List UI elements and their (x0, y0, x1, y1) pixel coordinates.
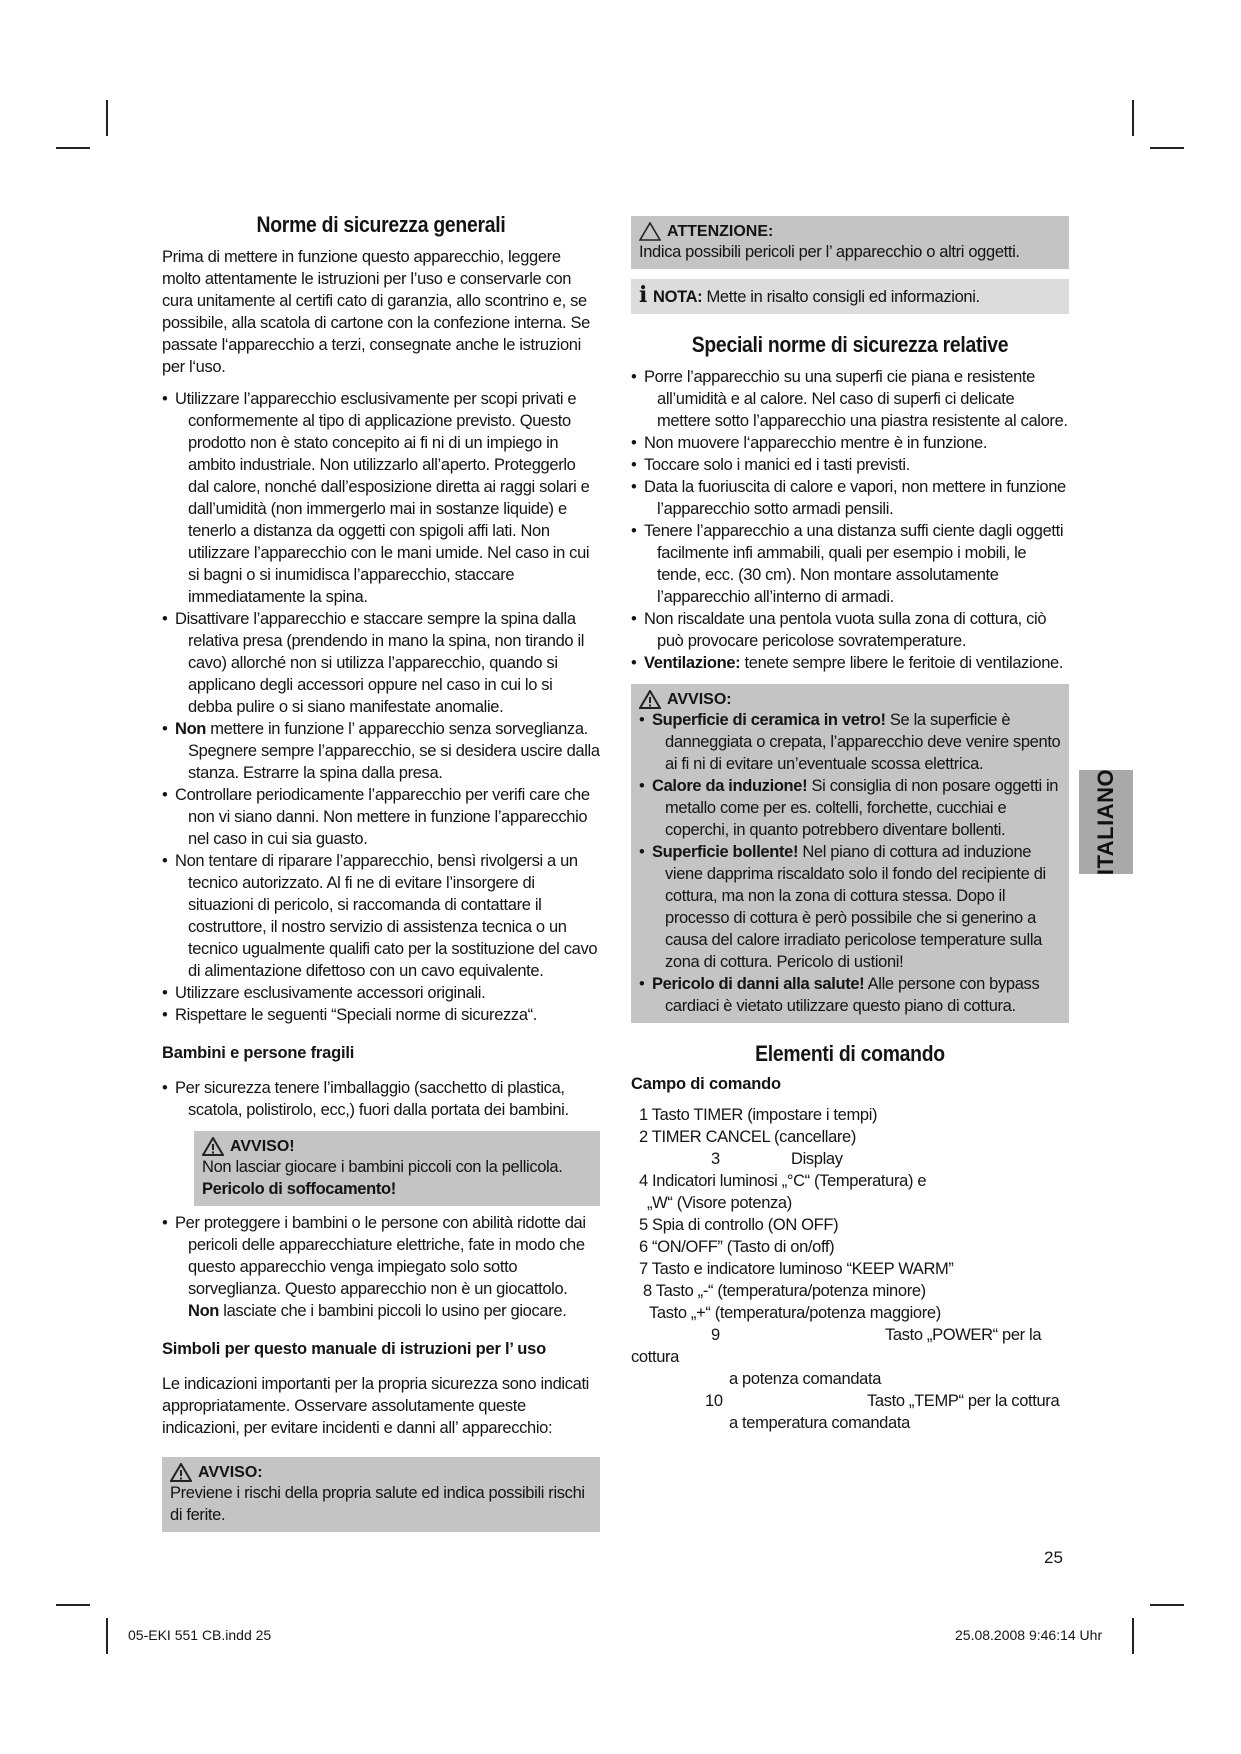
warning-triangle-icon (202, 1137, 224, 1156)
language-tab: ITALIANO (1079, 770, 1133, 874)
warning-bold-text: Pericolo di soffocamento! (202, 1180, 396, 1198)
left-column (162, 212, 600, 1532)
page-number: 25 (1044, 1548, 1063, 1567)
list-item: • Utilizzare l’apparecchio esclusivamente per scopi privati e conformemente al tipo di applicazione previsto. Questo prodotto non è stato concepito ai fi ni di un impiego in ambito industriale. Non utilizzarlo all’aperto. Proteggerlo dal calore, nonché dall’esposizione diretta ai raggi solari e dall’umidità (non immergerlo mai in sostanze liquide) e tenerlo a distanza da oggetti con spigoli affi lati. Non utilizzare l’apparecchio con le mani umide. Nel caso in cui si bagni o si inumidisca l’apparecchio, staccare immediatamente la spina. (162, 388, 600, 608)
avviso-list (639, 709, 1061, 1017)
intro-paragraph: Prima di mettere in funzione questo apparecchio, leggere molto attentamente le istruzioni per l’uso e conservarle con cura unitamente al certifi cato di garanzia, allo scontrino e, se possibile, alla scatola di cartone con la confezione interna. Se passate l‘apparecchio a terzi, consegnate anche le istruzioni per l‘uso. (162, 248, 590, 376)
list-item: • Tenere l’apparecchio a una distanza suffi ciente dagli oggetti facilmente infi ammabili, quali per esempio i mobili, le tende, ecc. (30 cm). Non montare assolutamente l’apparecchio all’interno di armadi. (631, 520, 1069, 608)
list-item: • Calore da induzione! Si consiglia di non posare oggetti in metallo come per es. coltelli, forchette, cucchiai e coperchi, in quanto potrebbero diventare bollenti. (639, 775, 1061, 841)
list-item: • Non mettere in funzione l’ apparecchio senza sorveglianza. Spegnere sempre l’apparecchio, se si desidera uscire dalla stanza. Estrarre la spina dalla presa. (162, 718, 600, 784)
warning-text: Previene i rischi della propria salute ed indica possibili rischi di ferite. (170, 1484, 585, 1524)
attenzione-box (631, 216, 1069, 269)
children-list (162, 1077, 600, 1121)
section-title-special-safety: Speciali norme di sicurezza relative (691, 332, 1009, 357)
list-item: • Ventilazione: tenete sempre libere le feritoie di ventilazione. (631, 652, 1069, 674)
nota-box (631, 279, 1069, 314)
children-heading: Bambini e persone fragili (162, 1044, 355, 1062)
warning-title: AVVISO! (202, 1137, 592, 1156)
list-item: • Per sicurezza tenere l’imballaggio (sacchetto di plastica, scatola, polistirolo, ecc,) fuori dalla portata dei bambini. (162, 1077, 600, 1121)
attenzione-text: Indica possibili pericoli per l’ apparecchio o altri oggetti. (639, 243, 1020, 261)
list-item: • Porre l’apparecchio su una superfi cie piana e resistente all’umidità e al calore. Nel caso di superfi ci delicate mettere sotto l’apparecchio una piastra resistente al calore. (631, 366, 1069, 432)
section-title-general-safety: Norme di sicurezza generali (256, 212, 506, 237)
crop-mark (56, 147, 90, 149)
crop-mark (1132, 100, 1134, 136)
crop-mark (1150, 147, 1184, 149)
control-item: 8 Tasto „-“ (temperatura/potenza minore) (643, 1282, 926, 1300)
control-item: 3 Display (711, 1150, 843, 1168)
control-item: 10 Tasto „TEMP“ per la cottura (705, 1392, 1060, 1410)
general-safety-list (162, 388, 600, 1026)
warning-text: Non lasciar giocare i bambini piccoli con la pellicola. (202, 1158, 563, 1176)
list-item: • Superficie bollente! Nel piano di cottura ad induzione viene dapprima riscaldato solo il fondo del recipiente di cottura, ma non la zona di cottura stessa. Dopo il processo di cottura è però possibile che si generino a causa del calore irradiato pericolose temperature sulla zona di cottura. Pericolo di ustioni! (639, 841, 1061, 973)
crop-mark (106, 1618, 108, 1654)
list-item: • Pericolo di danni alla salute! Alle persone con bypass cardiaci è vietato utilizzare questo piano di cottura. (639, 973, 1061, 1017)
control-item: 5 Spia di controllo (ON OFF) (639, 1216, 839, 1234)
control-item: 2 TIMER CANCEL (cancellare) (639, 1128, 857, 1146)
list-item: • Controllare periodicamente l’apparecchio per verifi care che non vi siano danni. Non mettere in funzione l’apparecchio nel caso in cui sia guasto. (162, 784, 600, 850)
crop-mark (56, 1604, 90, 1606)
crop-mark (1132, 1618, 1134, 1654)
controls-list (631, 1104, 1069, 1434)
list-item: • Non muovere l‘apparecchio mentre è in funzione. (631, 432, 1069, 454)
warning-title: AVVISO: (639, 690, 1061, 709)
crop-mark (106, 100, 108, 136)
symbols-paragraph: Le indicazioni importanti per la propria sicurezza sono indicati appropriatamente. Osservare assolutamente queste indicazioni, per evitare incidenti e danni all’ apparecchio: (162, 1375, 589, 1437)
warning-triangle-icon (170, 1463, 192, 1482)
nota-text: i NOTA: Mette in risalto consigli ed informazioni. (639, 282, 980, 308)
warning-triangle-icon (639, 690, 661, 709)
list-item: • Toccare solo i manici ed i tasti previsti. (631, 454, 1069, 476)
control-item: „W“ (Visore potenza) (647, 1194, 792, 1212)
list-item: • Data la fuoriuscita di calore e vapori, non mettere in funzione l’apparecchio sotto armadi pensili. (631, 476, 1069, 520)
control-item: 4 Indicatori luminosi „°C“ (Temperatura) e (639, 1172, 927, 1190)
controls-subheading: Campo di comando (631, 1075, 781, 1093)
control-item: a potenza comandata (729, 1370, 882, 1388)
list-item: • Non riscaldate una pentola vuota sulla zona di cottura, ciò può provocare pericolose sovratemperature. (631, 608, 1069, 652)
caution-triangle-icon (639, 222, 661, 241)
footer-timestamp: 25.08.2008 9:46:14 Uhr (955, 1627, 1103, 1643)
list-item: • Non tentare di riparare l’apparecchio, bensì rivolgersi a un tecnico autorizzato. Al fi ne di evitare l’insorgere di situazioni di pericolo, si raccomanda di contattare il costruttore, il nostro servizio di assistenza tecnica o un tecnico ugualmente qualifi cato per la sostituzione del cavo di alimentazione difettoso con un cavo equivalente. (162, 850, 600, 982)
control-item: 6 “ON/OFF” (Tasto di on/off) (639, 1238, 835, 1256)
section-title-controls: Elementi di comando (755, 1041, 945, 1066)
special-safety-list (631, 366, 1069, 674)
control-item: 1 Tasto TIMER (impostare i tempi) (639, 1106, 878, 1124)
info-icon: i (639, 282, 648, 308)
control-item: a temperatura comandata (729, 1414, 910, 1432)
control-item: 7 Tasto e indicatore luminoso “KEEP WARM” (639, 1260, 954, 1278)
warning-title: ATTENZIONE: (639, 222, 1061, 241)
right-column (631, 216, 1069, 1434)
list-item: • Rispettare le seguenti “Speciali norme di sicurezza“. (162, 1004, 600, 1026)
children-list-2 (162, 1212, 600, 1322)
symbols-heading: Simboli per questo manuale di istruzioni per l’ uso (162, 1340, 547, 1358)
avviso-legend-box (162, 1457, 600, 1532)
list-item: • Utilizzare esclusivamente accessori originali. (162, 982, 600, 1004)
list-item: • Per proteggere i bambini o le persone con abilità ridotte dai pericoli delle apparecchiature elettriche, fate in modo che questo apparecchio venga impiegato solo sotto sorveglianza. Questo apparecchio non è un giocattolo. Non lasciate che i bambini piccoli lo usino per giocare. (162, 1212, 600, 1322)
control-item: Tasto „+“ (temperatura/potenza maggiore) (649, 1304, 941, 1322)
footer-filename: 05-EKI 551 CB.indd 25 (128, 1627, 272, 1643)
list-item: • Disattivare l’apparecchio e staccare sempre la spina dalla relativa presa (prendendo in mano la spina, non tirando il cavo) allorché non si utilizza l’apparecchio, quando si applicano degli accessori oppure nel caso in cui lo si debba pulire o si siano manifestate anomalie. (162, 608, 600, 718)
children-warning-box (194, 1131, 600, 1206)
control-item: 9 Tasto „POWER“ per la cottura (631, 1326, 1042, 1366)
list-item: • Superficie di ceramica in vetro! Se la superficie è danneggiata o crepata, l’apparecchio deve venire spento ai fi ni di evitare un’eventuale scossa elettrica. (639, 709, 1061, 775)
avviso-box (631, 684, 1069, 1023)
crop-mark (1150, 1604, 1184, 1606)
warning-title: AVVISO: (170, 1463, 592, 1482)
